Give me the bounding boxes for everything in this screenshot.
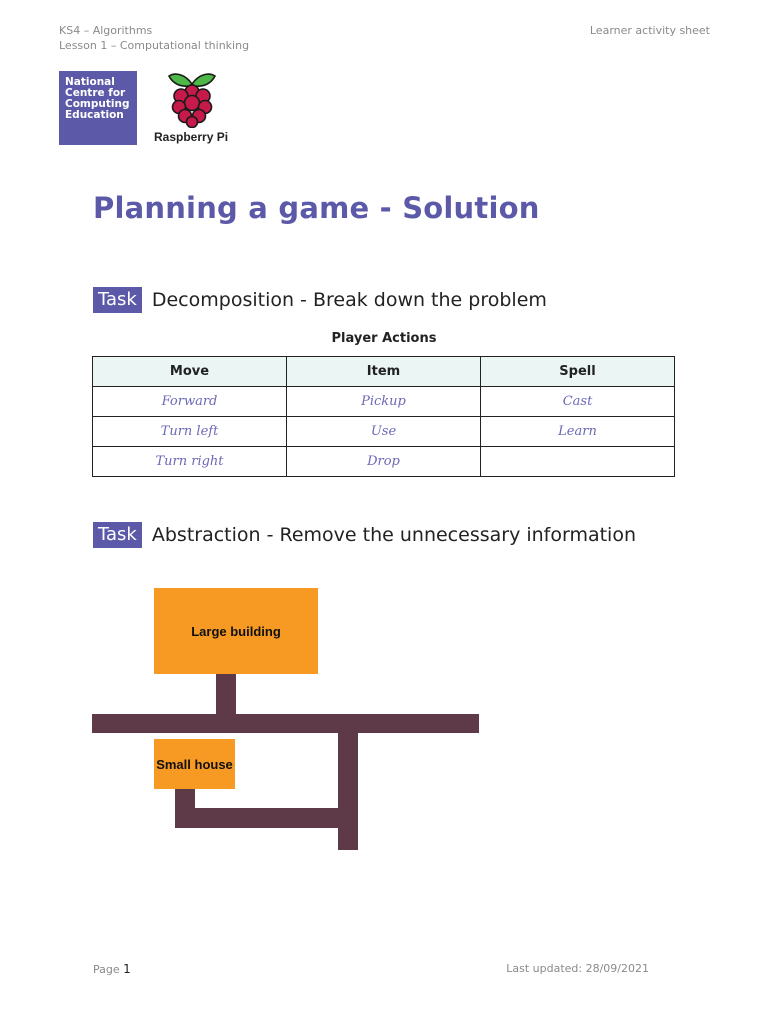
table-cell: Turn right xyxy=(93,447,287,477)
table-header-row xyxy=(93,357,675,387)
table-cell: Turn left xyxy=(93,417,287,447)
ncce-logo-line: Education xyxy=(65,109,124,121)
raspberry-pi-logo xyxy=(150,70,242,148)
page-number: 1 xyxy=(123,962,131,976)
table-cell: Use xyxy=(287,417,481,447)
document-header-left xyxy=(59,23,249,53)
header-sheet-type: Learner activity sheet xyxy=(589,24,710,37)
table-cell: Forward xyxy=(93,387,287,417)
task-badge: Task xyxy=(93,522,142,548)
table-cell: Cast xyxy=(481,387,675,417)
large-building: Large building xyxy=(154,588,318,674)
table-cell: Learn xyxy=(481,417,675,447)
column-header-spell: Spell xyxy=(481,357,675,387)
player-actions-table xyxy=(92,356,675,477)
ncce-logo-line: National xyxy=(65,76,115,88)
road-main xyxy=(92,714,479,733)
page-label: Page xyxy=(93,963,120,976)
table-cell xyxy=(481,447,675,477)
table-cell: Pickup xyxy=(287,387,481,417)
table-row xyxy=(93,417,675,447)
table-row xyxy=(93,387,675,417)
footer-page xyxy=(93,962,131,976)
last-updated: Last updated: 28/09/2021 xyxy=(506,962,649,975)
road-segment xyxy=(175,808,350,828)
raspberry-icon xyxy=(167,70,217,128)
table-caption: Player Actions xyxy=(331,331,437,346)
task-heading: Decomposition - Break down the problem xyxy=(151,289,547,311)
table-cell: Drop xyxy=(287,447,481,477)
table-row xyxy=(93,447,675,477)
ncce-logo-line: Centre for xyxy=(65,87,126,99)
road-segment xyxy=(338,732,358,850)
small-house: Small house xyxy=(154,739,235,789)
task-badge: Task xyxy=(93,287,142,313)
task-abstraction xyxy=(93,522,636,548)
task-heading: Abstraction - Remove the unnecessary information xyxy=(151,524,637,546)
ncce-logo xyxy=(59,71,137,145)
task-decomposition xyxy=(93,287,547,313)
header-course: KS4 – Algorithms xyxy=(59,24,153,37)
header-lesson: Lesson 1 – Computational thinking xyxy=(59,39,250,52)
road-segment xyxy=(216,674,236,716)
column-header-item: Item xyxy=(287,357,481,387)
column-header-move: Move xyxy=(93,357,287,387)
page-title: Planning a game - Solution xyxy=(93,191,540,225)
ncce-logo-line: Computing xyxy=(65,98,130,110)
raspberry-pi-wordmark: Raspberry Pi xyxy=(154,130,229,144)
